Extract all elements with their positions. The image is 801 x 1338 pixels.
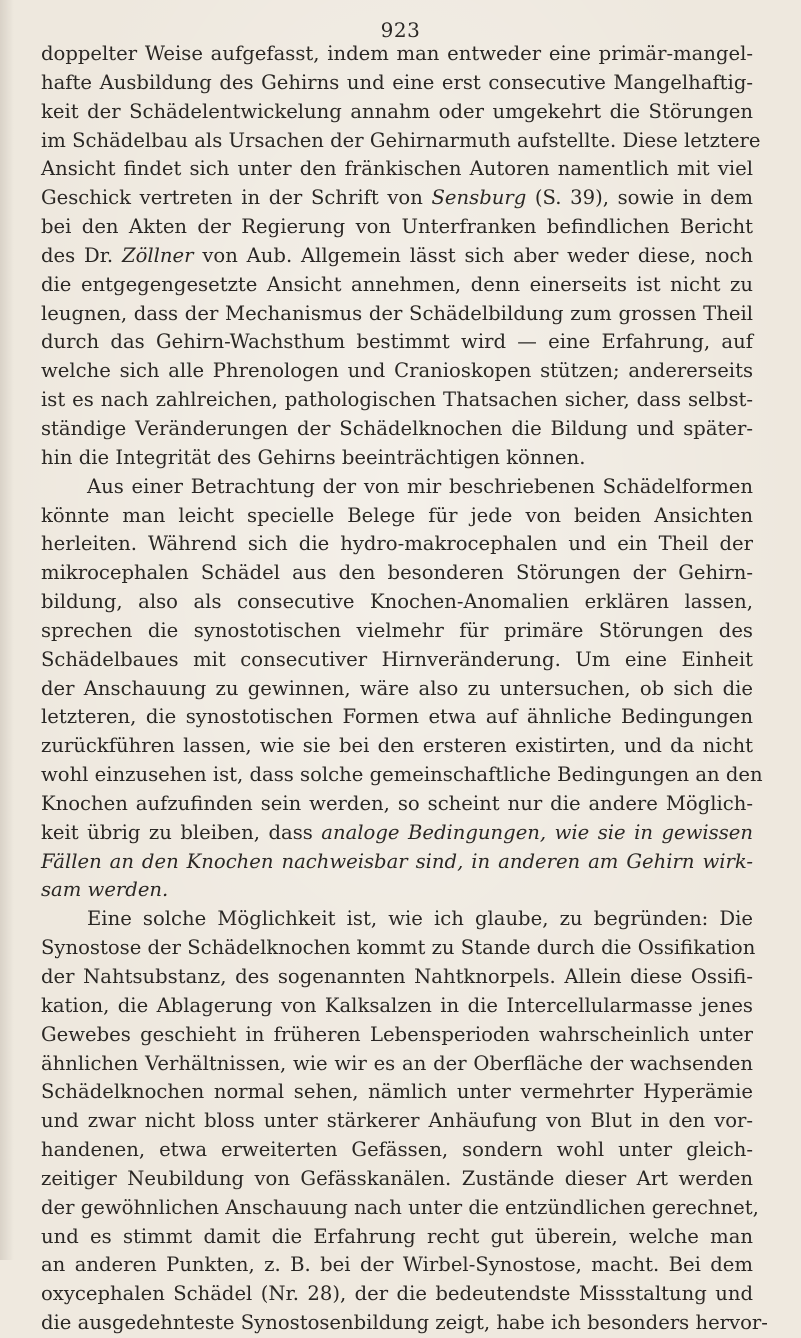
paragraph-1 xyxy=(41,40,761,473)
text-line: welche sich alle Phrenologen und Cranioskopen stützen; andererseits xyxy=(41,359,753,383)
text-line: Aus einer Betrachtung der von mir beschriebenen Schädelformen xyxy=(87,474,753,498)
text-line: der gewöhnlichen Anschauung nach unter die entzündlichen gerechnet, xyxy=(41,1195,759,1219)
text-line-emphasis xyxy=(41,876,753,905)
text-line: ist es nach zahlreichen, pathologischen Thatsachen sicher, dass selbst- xyxy=(41,388,753,412)
paragraph-2 xyxy=(41,473,763,906)
text-line: die entgegengesetzte Ansicht annehmen, denn einerseits ist nicht zu xyxy=(41,272,753,296)
text-line-emphasis xyxy=(41,819,753,848)
text-line: Knochen aufzufinden sein werden, so scheint nur die andere Möglich- xyxy=(41,791,753,815)
text-line: mikrocephalen Schädel aus den besonderen Störungen der Gehirn- xyxy=(41,561,753,585)
page-number: 923 xyxy=(380,18,421,42)
text-line: der Nahtsubstanz, des sogenannten Nahtknorpels. Allein diese Ossifi- xyxy=(41,965,753,988)
paragraph-3 xyxy=(41,905,768,1338)
text-line: bei den Akten der Regierung von Unterfranken befindlichen Bericht xyxy=(41,215,753,239)
text-line: könnte man leicht specielle Belege für jede von beiden Ansichten xyxy=(41,503,753,527)
text-line: Schädelknochen normal sehen, nämlich unter vermehrter Hyperämie xyxy=(41,1080,753,1104)
author-name: Sensburg xyxy=(431,186,527,210)
text-line: wohl einzusehen ist, dass solche gemeinschaftliche Bedingungen an den xyxy=(41,763,763,787)
text-line: zurückführen lassen, wie sie bei den ersteren existirten, und da nicht xyxy=(41,734,753,758)
text-line: die ausgedehnteste Synostosenbildung zeigt, habe ich besonders hervor- xyxy=(41,1311,768,1335)
text-line: hafte Ausbildung des Gehirns und eine erst consecutive Mangelhaftig- xyxy=(41,70,753,94)
text-line: und zwar nicht bloss unter stärkerer Anhäufung von Blut in den vor- xyxy=(41,1109,753,1133)
text-line: und es stimmt damit die Erfahrung recht gut überein, welche man xyxy=(41,1224,753,1248)
text-line: Ansicht findet sich unter den fränkischen Autoren namentlich mit viel xyxy=(41,157,753,181)
text-line: Synostose der Schädelknochen kommt zu Stande durch die Ossifikation xyxy=(41,936,756,960)
text-line: keit der Schädelentwickelung annahm oder umgekehrt die Störungen xyxy=(41,99,753,123)
text-line: herleiten. Während sich die hydro-makrocephalen und ein Theil der xyxy=(41,532,753,556)
text-line: kation, die Ablagerung von Kalksalzen in die Intercellularmasse jenes xyxy=(41,993,753,1017)
text-line: ständige Veränderungen der Schädelknochen die Bildung und später- xyxy=(41,416,753,440)
text-line-emphasis xyxy=(41,848,753,877)
text-line: des Dr. Zöllner von Aub. Allgemein lässt sich aber weder diese, noch xyxy=(41,243,753,267)
text-line: bildung, also als consecutive Knochen-Anomalien erklären lassen, xyxy=(41,590,753,614)
text-line: Gewebes geschieht in früheren Lebensperioden wahrscheinlich unter xyxy=(41,1022,753,1046)
text-line: leugnen, dass der Mechanismus der Schädelbildung zum grossen Theil xyxy=(41,301,753,325)
text-line: hin die Integrität des Gehirns beeinträchtigen können. xyxy=(41,445,586,469)
italic-phrase: analoge Bedingungen, wie sie in gewissen xyxy=(321,820,753,844)
text-line: oxycephalen Schädel (Nr. 28), der die bedeutendste Missstaltung und xyxy=(41,1282,753,1306)
text-line: durch das Gehirn-Wachsthum bestimmt wird — eine Erfahrung, auf xyxy=(41,330,753,354)
author-name: Zöllner xyxy=(121,243,194,267)
text-line-emphasis-start: keit übrig zu bleiben, dass xyxy=(41,820,322,844)
text-line: an anderen Punkten, z. B. bei der Wirbel-Synostose, macht. Bei dem xyxy=(41,1253,753,1277)
page-edge-shadow xyxy=(0,0,14,1260)
text-line: ähnlichen Verhältnissen, wie wir es an der Oberfläche der wachsenden xyxy=(41,1051,753,1075)
text-line: doppelter Weise aufgefasst, indem man entweder eine primär-mangel- xyxy=(41,42,753,65)
italic-phrase: Fällen an den Knochen nachweisbar sind, in anderen am Gehirn wirk- xyxy=(41,849,753,873)
text-line: zeitiger Neubildung von Gefässkanälen. Zustände dieser Art werden xyxy=(41,1166,753,1190)
body-text xyxy=(41,40,768,1338)
text-line: Schädelbaues mit consecutiver Hirnveränderung. Um eine Einheit xyxy=(41,647,753,671)
text-line: sprechen die synostotischen vielmehr für primäre Störungen des xyxy=(41,618,753,642)
text-line: der Anschauung zu gewinnen, wäre also zu untersuchen, ob sich die xyxy=(41,676,753,700)
text-line: Geschick vertreten in der Schrift von Sensburg (S. 39), sowie in dem xyxy=(41,186,753,210)
text-line: handenen, etwa erweiterten Gefässen, sondern wohl unter gleich- xyxy=(41,1138,753,1162)
text-line: im Schädelbau als Ursachen der Gehirnarmuth aufstellte. Diese letztere xyxy=(41,128,761,152)
text-line: Eine solche Möglichkeit ist, wie ich glaube, zu begründen: Die xyxy=(87,907,753,931)
text-line: letzteren, die synostotischen Formen etwa auf ähnliche Bedingungen xyxy=(41,705,753,729)
italic-phrase: sam werden. xyxy=(41,878,169,902)
